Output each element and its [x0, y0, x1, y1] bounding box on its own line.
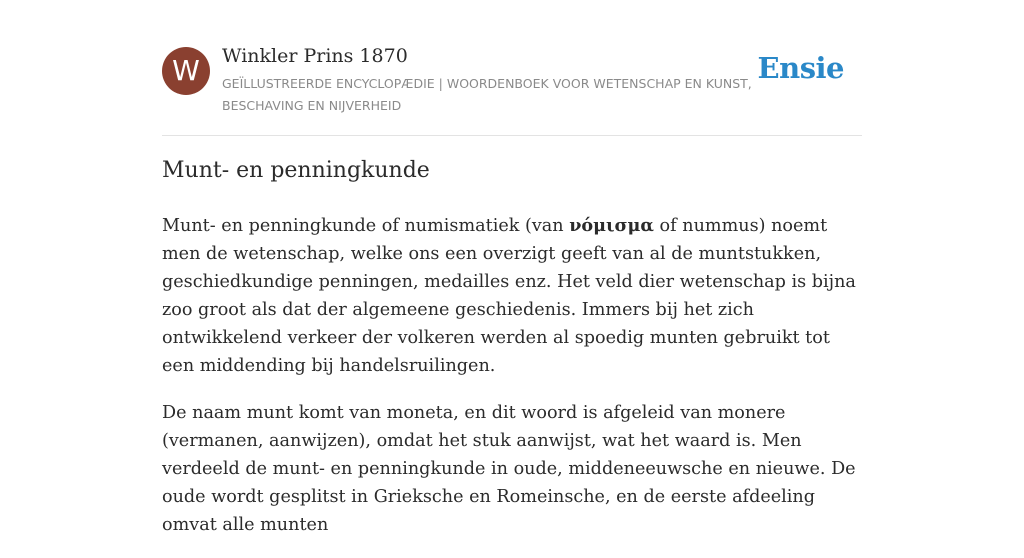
- page-container: [162, 0, 862, 535]
- site-header: [162, 0, 862, 136]
- greek-term: νόμισμα: [569, 215, 654, 236]
- article-title: Munt- en penningkunde: [162, 158, 430, 183]
- ensie-logo-link[interactable]: Ensie: [757, 51, 844, 85]
- avatar[interactable]: W: [162, 47, 210, 95]
- paragraph-2: De naam munt komt van moneta, en dit woord is afgeleid van monere (vermanen, aanwijzen), omdat het stuk aanwijst, wat het waard is. Men verdeeld de munt- en penningkunde in oude, middeneeuwsche en nieuwe. De oude wordt gesplitst in Grieksche en Romeinsche, en de eerste afdeeling omvat alle munten: [162, 403, 856, 535]
- paragraph-1: [162, 212, 864, 380]
- article-body: [162, 212, 864, 558]
- paragraph-1-text-end: of nummus) noemt men de wetenschap, welke ons een overzigt geeft van al de muntstukken, geschiedkundige penningen, medailles enz. Het veld dier wetenschap is bijna zoo groot als dat der algemeene geschiedenis. Immers bij het zich ontwikkelend verkeer der volkeren werden al spoedig munten gebruikt tot een middending bij handelsruilingen.: [162, 216, 856, 376]
- paragraph-1-text-start: Munt- en penningkunde of numismatiek (van: [162, 216, 570, 236]
- site-subtitle: GEÏLLUSTREERDE ENCYCLOPÆDIE | WOORDENBOEK VOOR WETENSCHAP EN KUNST, BESCHAVING EN NIJVERHEID: [222, 76, 752, 113]
- site-title[interactable]: Winkler Prins 1870: [222, 45, 408, 67]
